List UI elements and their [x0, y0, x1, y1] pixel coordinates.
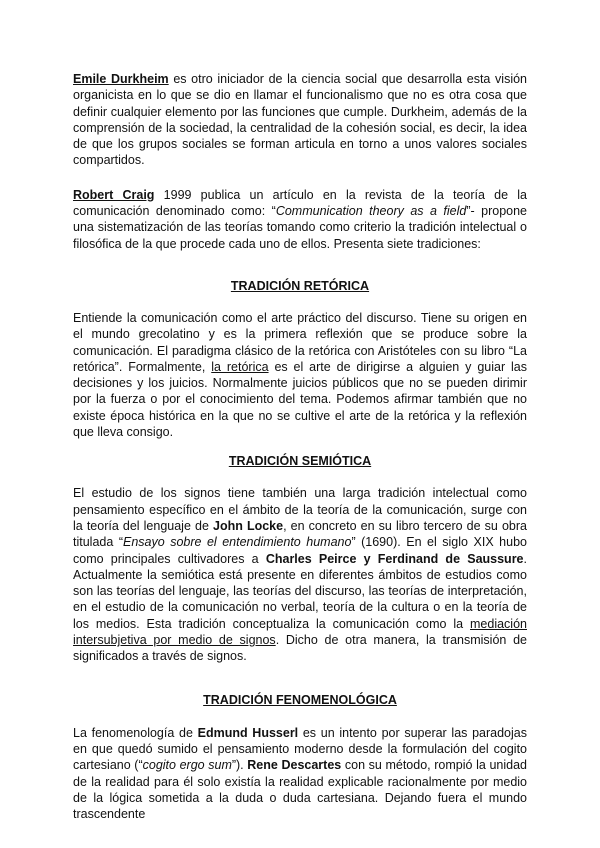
paragraph-text: . Actualmente la semiótica está presente en diferentes ámbitos de estudios como son las teorías del lenguaje, las teorías del discurso, las teorías de interpretación, en el estudio de la comunicación no verbal, teoría de la cultura o en la teoría de los medios. Esta tradición conceptualiza la comunicación como la: [73, 551, 527, 631]
paragraph-text: . Dicho de otra manera, la transmisión de significados a través de signos.: [73, 633, 527, 664]
paragraph-text: El estudio de los signos tiene también una larga tradición intelectual como pensamiento específico en el ámbito de la teoría de la comunicación, surge con la teoría del lenguaje de: [73, 486, 527, 533]
heading-tradicion-fenomenologica: TRADICIÓN FENOMENOLÓGICA: [203, 692, 397, 707]
paragraph-text: con su método, rompió la unidad de la realidad para él solo existía la realidad explicable racionalmente por medio de la lógica sometida a la duda o duda cartesiana. Dejando fuera el mundo trascendente: [73, 758, 527, 822]
term-mediacion-intersubjetiva: mediación intersubjetiva por medio de signos: [73, 616, 527, 648]
author-name-descartes: Rene Descartes: [247, 758, 342, 773]
author-names-peirce-saussure: Charles Peirce y Ferdinand de Saussure: [265, 551, 524, 566]
paragraph-text: La fenomenología de: [73, 725, 198, 740]
paragraph-text: es un intento por superar las paradojas en que quedó sumido el pensamiento moderno desde la formulación del cogito cartesiano (“: [73, 725, 527, 773]
paragraph-text: ”).: [231, 758, 248, 773]
paragraph-text: , en concreto en su libro tercero de su obra titulada “: [73, 518, 527, 550]
author-name-locke: John Locke: [213, 518, 284, 533]
paragraph-semiotica: [73, 485, 527, 664]
paragraph-craig: [73, 187, 527, 252]
paragraph-text: Entiende la comunicación como el arte práctico del discurso. Tiene su origen en el mundo grecolatino y es la primera reflexión que se produce sobre la comunicación. El paradigma clásico de la retórica con Aristóteles con su libro “La retórica”. Formalmente,: [73, 310, 527, 374]
paragraph-retorica: [73, 310, 527, 440]
heading-tradicion-retorica: TRADICIÓN RETÓRICA: [230, 278, 370, 293]
paragraph-text: ” (1690). En el siglo XIX hubo como principales cultivadores a: [73, 535, 527, 566]
work-title: Ensayo sobre el entendimiento humano: [122, 535, 352, 550]
paragraph-text: 1999 publica un artículo en la revista de la teoría de la comunicación denominado como: “: [73, 187, 528, 219]
author-name-husserl: Edmund Husserl: [197, 725, 299, 740]
cogito-phrase: cogito ergo sum: [142, 758, 232, 773]
paragraph-text: es otro iniciador de la ciencia social que desarrolla esta visión organicista en lo que se dio en llamar el funcionalismo que no es otra cosa que definir cualquier elemento por las funciones que cumple. Durkheim, además de la comprensión de la sociedad, la centralidad de la cohesión social, es decir, la idea de que los grupos sociales se forman articula en torno a unos valores sociales compartidos.: [73, 72, 528, 168]
paragraph-fenomenologica: [73, 725, 527, 823]
document-page: [73, 71, 527, 822]
author-name-durkheim: Emile Durkheim: [73, 72, 169, 86]
term-la-retorica: la retórica: [211, 359, 269, 374]
paragraph-durkheim: [73, 71, 527, 169]
paragraph-text: ”- propone una sistematización de las teorías tomando como criterio la tradición intelectual o filosófica de la que procede cada uno de ellos. Presenta siete tradiciones:: [73, 204, 528, 251]
article-title: Communication theory as a field: [275, 204, 467, 219]
paragraph-text: es el arte de dirigirse a alguien y guiar las decisiones y los juicios. Normalmente juicios públicos que no se pueden dirimir por la fuerza o por el conocimiento del tema. Podemos afirmar también que no existe época histórica en la que no se cultive el arte de la retórica y la reflexión que lleva consigo.: [73, 359, 527, 440]
heading-tradicion-semiotica: TRADICIÓN SEMIÓTICA: [228, 454, 372, 469]
author-name-craig: Robert Craig: [73, 187, 155, 202]
